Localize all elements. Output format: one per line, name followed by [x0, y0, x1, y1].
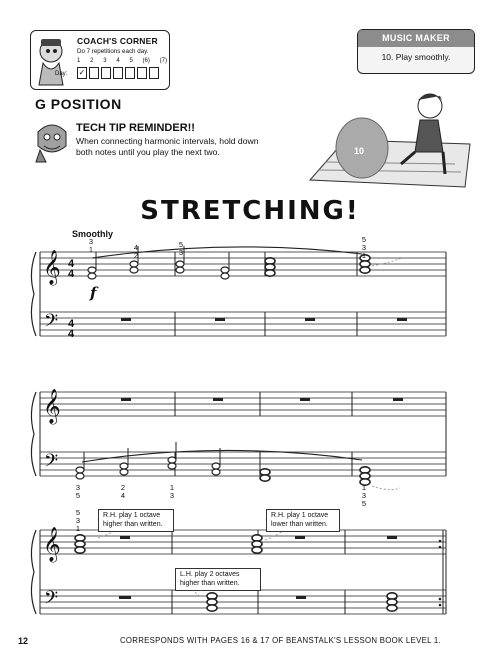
- whole-rest: [300, 398, 310, 401]
- repetition-checkbox[interactable]: ✓: [78, 68, 86, 77]
- whole-rest: [119, 596, 129, 599]
- page-number: 12: [18, 636, 29, 646]
- note-head: [168, 463, 176, 469]
- tech-tip-body: When connecting harmonic intervals, hold down both notes until you play the next two.: [76, 136, 259, 157]
- footer-note: CORRESPONDS WITH PAGES 16 & 17 OF BEANSTALK'S LESSON BOOK LEVEL 1.: [120, 636, 441, 645]
- fingering-group: 5 3 1: [75, 508, 81, 533]
- music-maker-header: MUSIC MAKER: [358, 30, 474, 47]
- fingering-group: 1 3 5: [361, 483, 367, 508]
- continuation-arrow: [372, 486, 400, 490]
- note-head: [221, 273, 229, 279]
- brace: [31, 392, 36, 476]
- whole-rest: [296, 596, 306, 599]
- brace: [31, 530, 36, 614]
- whole-rest: [305, 318, 315, 321]
- whole-rest: [295, 536, 305, 539]
- day-label: Day:: [55, 71, 68, 77]
- note-head: [120, 463, 128, 469]
- fingering-group: 1 3: [169, 483, 175, 500]
- coach-subtitle: Do 7 repetitions each day.: [77, 48, 149, 55]
- whole-rest: [121, 398, 131, 401]
- fingering-group: 3 5: [75, 483, 81, 500]
- note-head: [212, 463, 220, 469]
- note-head: [176, 261, 184, 267]
- whole-note: [387, 605, 397, 611]
- repeat-dot: [439, 540, 442, 543]
- note-head: [212, 469, 220, 475]
- whole-rest: [120, 536, 130, 539]
- tech-tip-title: TECH TIP REMINDER!!: [76, 122, 195, 134]
- note-head: [120, 469, 128, 475]
- fingering-group: 3 1: [88, 237, 94, 254]
- note-head: [130, 261, 138, 267]
- piece-title: STRETCHING!: [140, 196, 360, 226]
- whole-rest: [397, 318, 407, 321]
- continuation-arrow: [372, 258, 402, 266]
- fingering-group: 5 3 1: [361, 235, 367, 260]
- repeat-dot: [439, 604, 442, 607]
- repeat-dot: [439, 598, 442, 601]
- repetition-numbers: 1 2 3 4 5 (6) (7): [77, 58, 167, 64]
- repeat-dot: [439, 546, 442, 549]
- tempo-marking: Smoothly: [72, 229, 114, 239]
- time-signature-bass: 4 4: [67, 318, 75, 340]
- bass-clef-icon: 𝄢: [44, 588, 59, 613]
- whole-note: [252, 547, 262, 553]
- treble-clef-icon: 𝄞: [43, 250, 61, 285]
- whole-note: [207, 605, 217, 611]
- bass-clef-icon: 𝄢: [44, 451, 59, 476]
- whole-note: [265, 270, 275, 276]
- treble-clef-icon: 𝄞: [43, 527, 61, 562]
- position-heading: G POSITION: [35, 96, 122, 112]
- note-head: [176, 267, 184, 273]
- treble-clef-icon: 𝄞: [43, 389, 61, 424]
- whole-rest: [393, 398, 403, 401]
- fingering-group: 2 4: [120, 483, 126, 500]
- note-head: [76, 467, 84, 473]
- coach-title: COACH'S CORNER: [77, 36, 158, 46]
- fingering-group: 4 2: [133, 243, 139, 260]
- music-maker-text: 10. Play smoothly.: [381, 52, 451, 62]
- octave-callout: R.H. play 1 octave higher than written.: [98, 509, 174, 532]
- note-head: [221, 267, 229, 273]
- octave-callout: R.H. play 1 octave lower than written.: [266, 509, 340, 532]
- note-head: [88, 273, 96, 279]
- bass-clef-icon: 𝄢: [44, 311, 59, 336]
- whole-note: [75, 547, 85, 553]
- note-head: [76, 473, 84, 479]
- whole-rest: [121, 318, 131, 321]
- dynamic-marking: f: [90, 284, 97, 302]
- badge-number: 10: [354, 146, 365, 156]
- whole-rest: [213, 398, 223, 401]
- note-head: [130, 267, 138, 273]
- note-head: [88, 267, 96, 273]
- octave-callout: L.H. play 2 octaves higher than written.: [175, 568, 261, 591]
- whole-note: [360, 267, 370, 273]
- whole-rest: [215, 318, 225, 321]
- time-signature-treble: 4 4: [67, 258, 75, 280]
- whole-note: [260, 475, 270, 481]
- whole-rest: [387, 536, 397, 539]
- note-head: [168, 457, 176, 463]
- fingering-group: 5 3: [178, 240, 184, 257]
- brace: [31, 252, 36, 336]
